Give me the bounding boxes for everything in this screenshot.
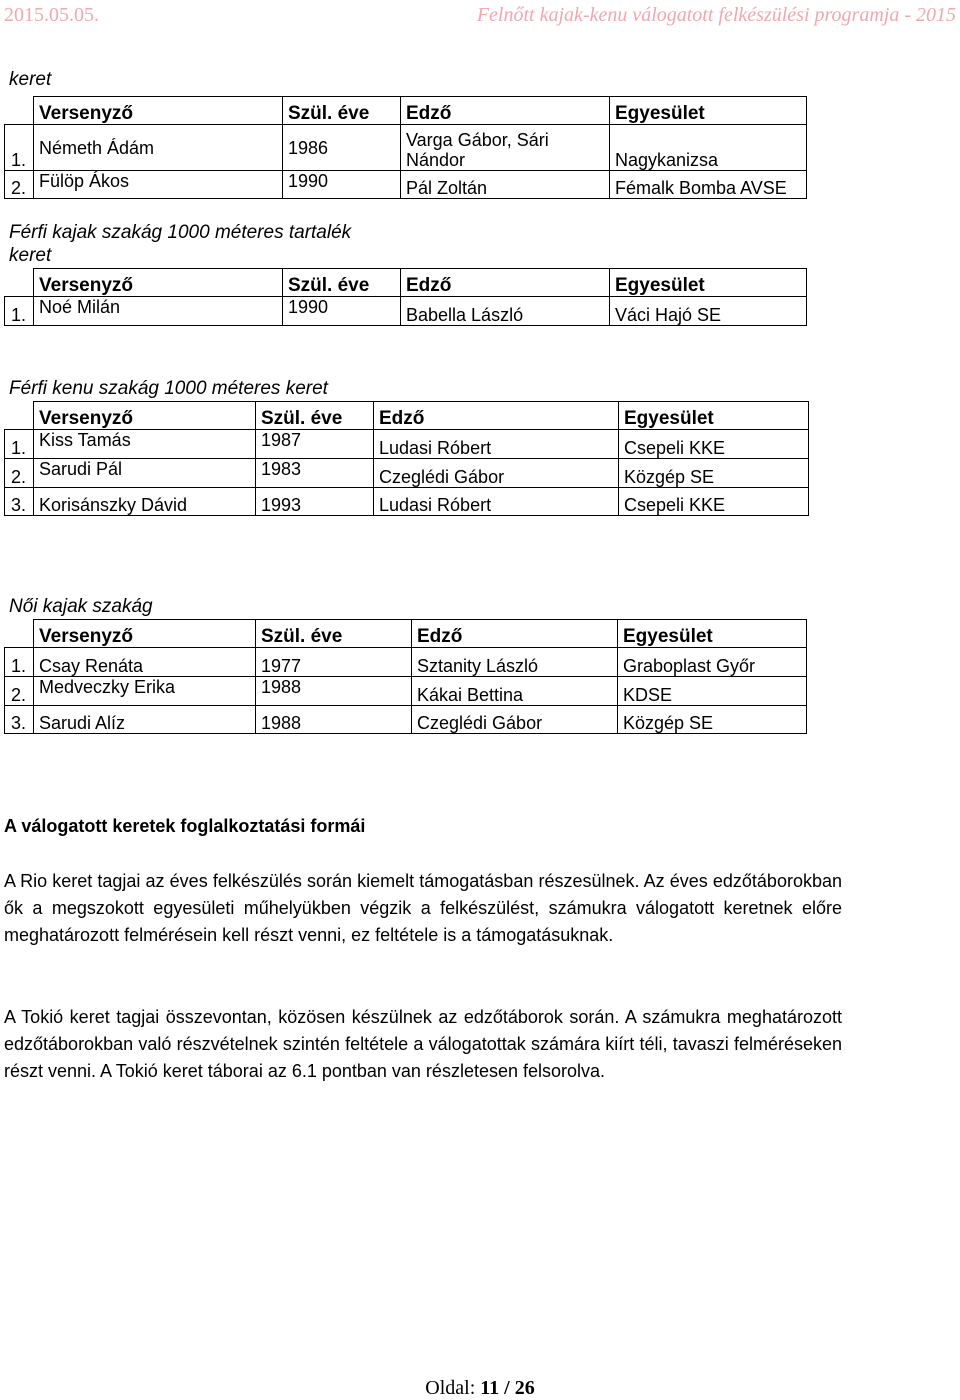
row-number: 1.: [5, 430, 34, 459]
page-label: Oldal:: [425, 1377, 476, 1399]
birth-year: 1977: [256, 648, 412, 677]
table-header-row: [5, 269, 807, 297]
table-header-row: [5, 97, 807, 125]
athlete-name: Medveczky Erika: [34, 677, 256, 706]
row-number: 1.: [5, 648, 34, 677]
club: KDSE: [618, 677, 807, 706]
row-number: 1.: [5, 297, 34, 326]
column-header: Versenyző: [34, 269, 283, 297]
birth-year: 1990: [283, 171, 401, 199]
row-number: 2.: [5, 677, 34, 706]
section-title: keret: [9, 69, 52, 90]
column-header: Szül. éve: [283, 97, 401, 125]
birth-year: 1988: [256, 706, 412, 734]
birth-year: 1987: [256, 430, 374, 459]
page-separator: /: [504, 1377, 510, 1399]
paragraph: A Rio keret tagjai az éves felkészülés során kiemelt támogatásban részesülnek. Az éves edzőtáborokban ők a megszokott egyesületi műhelyükben végzik a felkészülést, számukra válogatott keretnek előre meghatározott felmérésein kell részt venni, ez feltétele is a támogatásuknak.: [4, 871, 842, 945]
coach: Babella László: [401, 297, 610, 326]
column-header: Edző: [401, 269, 610, 297]
column-header: Egyesület: [610, 269, 807, 297]
table-row: [5, 297, 807, 326]
roster-table: [4, 96, 807, 199]
column-header: Egyesület: [610, 97, 807, 125]
table-header-row: [5, 620, 807, 648]
club: Graboplast Győr: [618, 648, 807, 677]
coach: Varga Gábor, Sári Nándor: [401, 125, 610, 171]
table-row: [5, 171, 807, 199]
section-heading: A válogatott keretek foglalkoztatási formái: [4, 816, 366, 836]
club: Csepeli KKE: [619, 488, 809, 516]
section-title: Férfi kajak szakág 1000 méteres tartalék keret: [9, 222, 352, 266]
column-header: Szül. éve: [256, 402, 374, 430]
athlete-name: Kiss Tamás: [34, 430, 256, 459]
roster-table: [4, 401, 809, 516]
club: Csepeli KKE: [619, 430, 809, 459]
column-header: Egyesület: [618, 620, 807, 648]
column-header: Edző: [401, 97, 610, 125]
athlete-name: Sarudi Alíz: [34, 706, 256, 734]
coach: Ludasi Róbert: [374, 430, 619, 459]
athlete-name: Noé Milán: [34, 297, 283, 326]
coach: Sztanity László: [412, 648, 618, 677]
table-row: [5, 706, 807, 734]
column-header: Versenyző: [34, 402, 256, 430]
table-row: [5, 677, 807, 706]
birth-year: 1988: [256, 677, 412, 706]
table-row: [5, 488, 809, 516]
athlete-name: Korisánszky Dávid: [34, 488, 256, 516]
table-row: [5, 125, 807, 171]
table-row: [5, 648, 807, 677]
row-number: 3.: [5, 706, 34, 734]
table-row: [5, 430, 809, 459]
athlete-name: Csay Renáta: [34, 648, 256, 677]
table-row: [5, 459, 809, 488]
row-number: 2.: [5, 171, 34, 199]
column-header: Egyesület: [619, 402, 809, 430]
athlete-name: Sarudi Pál: [34, 459, 256, 488]
birth-year: 1986: [283, 125, 401, 171]
row-number: 1.: [5, 125, 34, 171]
roster-table: [4, 268, 807, 326]
birth-year: 1990: [283, 297, 401, 326]
coach: Pál Zoltán: [401, 171, 610, 199]
coach: Czeglédi Gábor: [412, 706, 618, 734]
birth-year: 1993: [256, 488, 374, 516]
page-current: 11: [480, 1377, 500, 1399]
paragraph: A Tokió keret tagjai összevontan, közösen készülnek az edzőtáborok során. A számukra meghatározott edzőtáborokban való részvételnek szintén feltétele a válogatottak számára kiírt téli, tavaszi felméréseken részt venni. A Tokió keret táborai az 6.1 pontban van részletesen felsorolva.: [4, 1007, 842, 1081]
roster-table: [4, 619, 807, 734]
column-header: Szül. éve: [283, 269, 401, 297]
column-header: Versenyző: [34, 620, 256, 648]
club: Fémalk Bomba AVSE: [610, 171, 807, 199]
section-title: Női kajak szakág: [9, 596, 153, 617]
club: Váci Hajó SE: [610, 297, 807, 326]
club: Közgép SE: [618, 706, 807, 734]
header-title: Felnőtt kajak-kenu válogatott felkészülési programja - 2015: [476, 4, 956, 26]
row-number: 3.: [5, 488, 34, 516]
column-header: Edző: [412, 620, 618, 648]
coach: Czeglédi Gábor: [374, 459, 619, 488]
club: Közgép SE: [619, 459, 809, 488]
page-total: 26: [514, 1377, 535, 1399]
athlete-name: Fülöp Ákos: [34, 171, 283, 199]
page-footer: [0, 1377, 960, 1400]
table-header-row: [5, 402, 809, 430]
coach: Kákai Bettina: [412, 677, 618, 706]
column-header: Edző: [374, 402, 619, 430]
column-header: Szül. éve: [256, 620, 412, 648]
birth-year: 1983: [256, 459, 374, 488]
header-date: 2015.05.05.: [4, 4, 99, 26]
section-title: Férfi kenu szakág 1000 méteres keret: [9, 378, 328, 399]
athlete-name: Németh Ádám: [34, 125, 283, 171]
row-number: 2.: [5, 459, 34, 488]
club: Nagykanizsa: [610, 125, 807, 171]
column-header: Versenyző: [34, 97, 283, 125]
coach: Ludasi Róbert: [374, 488, 619, 516]
